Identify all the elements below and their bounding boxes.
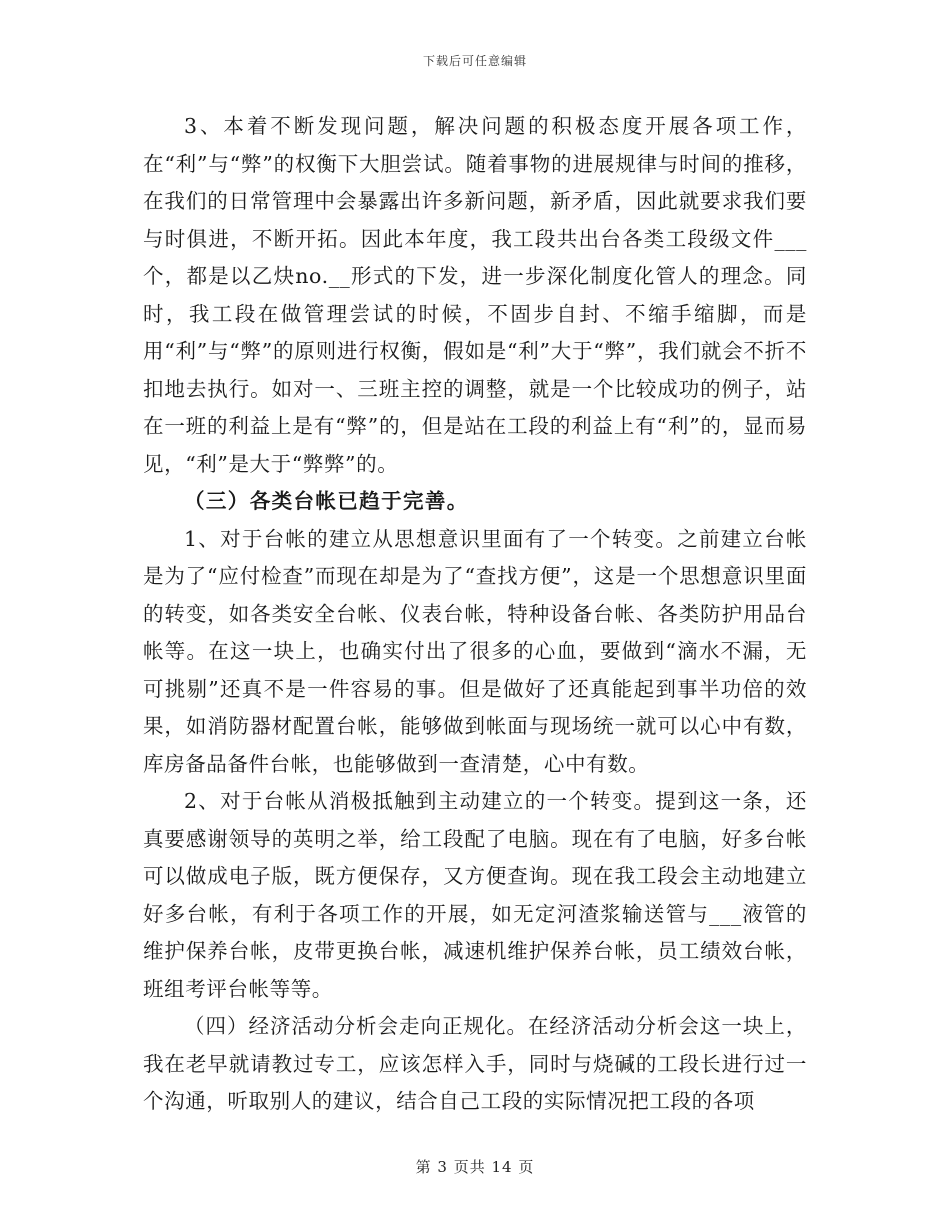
paragraph-ledger-2: 2、对于台帐从消极抵触到主动建立的一个转变。提到这一条，还真要感谢领导的英明之举，给工段配了电脑。现在有了电脑，好多台帐可以做成电子版，既方便保存，又方便查询。现在我工段会主动地建立好多台帐，有利于各项工作的开展，如无定河渣浆输送管与___液管的维护保养台帐，皮带更换台帐，减速机维护保养台帐，员工绩效台帐，班组考评台帐等等。 xyxy=(143,789,807,1001)
section-heading-3: （三）各类台帐已趋于完善。 xyxy=(184,489,469,513)
document-body xyxy=(143,108,807,1121)
page-footer: 第 3 页共 14 页 xyxy=(415,1158,535,1176)
page-header: 下载后可任意编辑 xyxy=(422,54,527,68)
paragraph-ledger-1: 1、对于台帐的建立从思想意识里面有了一个转变。之前建立台帐是为了“应付检查”而现在却是为了“查找方便”，这是一个思想意识里面的转变，如各类安全台帐、仪表台帐，特种设备台帐、各类防护用品台帐等。在这一块上，也确实付出了很多的心血，要做到“滴水不漏，无可挑剔”还真不是一件容易的事。但是做好了还真能起到事半功倍的效果，如消防器材配置台帐，能够做到帐面与现场统一就可以心中有数，库房备品备件台帐，也能够做到一查清楚，心中有数。 xyxy=(143,526,807,776)
paragraph-item-3: 3、本着不断发现问题，解决问题的积极态度开展各项工作，在“利”与“弊”的权衡下大胆尝试。随着事物的进展规律与时间的推移，在我们的日常管理中会暴露出许多新问题，新矛盾，因此就要求我们要与时俱进，不断开拓。因此本年度，我工段共出台各类工段级文件___个，都是以乙炔no.__形式的下发，进一步深化制度化管人的理念。同时，我工段在做管理尝试的时候，不固步自封、不缩手缩脚，而是用“利”与“弊”的原则进行权衡，假如是“利”大于“弊”，我们就会不折不扣地去执行。如对一、三班主控的调整，就是一个比较成功的例子，站在一班的利益上是有“弊”的，但是站在工段的利益上有“利”的，显而易见，“利”是大于“弊弊”的。 xyxy=(143,114,807,476)
paragraph-section-4: （四）经济活动分析会走向正规化。在经济活动分析会这一块上，我在老早就请教过专工，应该怎样入手，同时与烧碱的工段长进行过一个沟通，听取别人的建议，结合自己工段的实际情况把工段的各项 xyxy=(143,1014,807,1113)
